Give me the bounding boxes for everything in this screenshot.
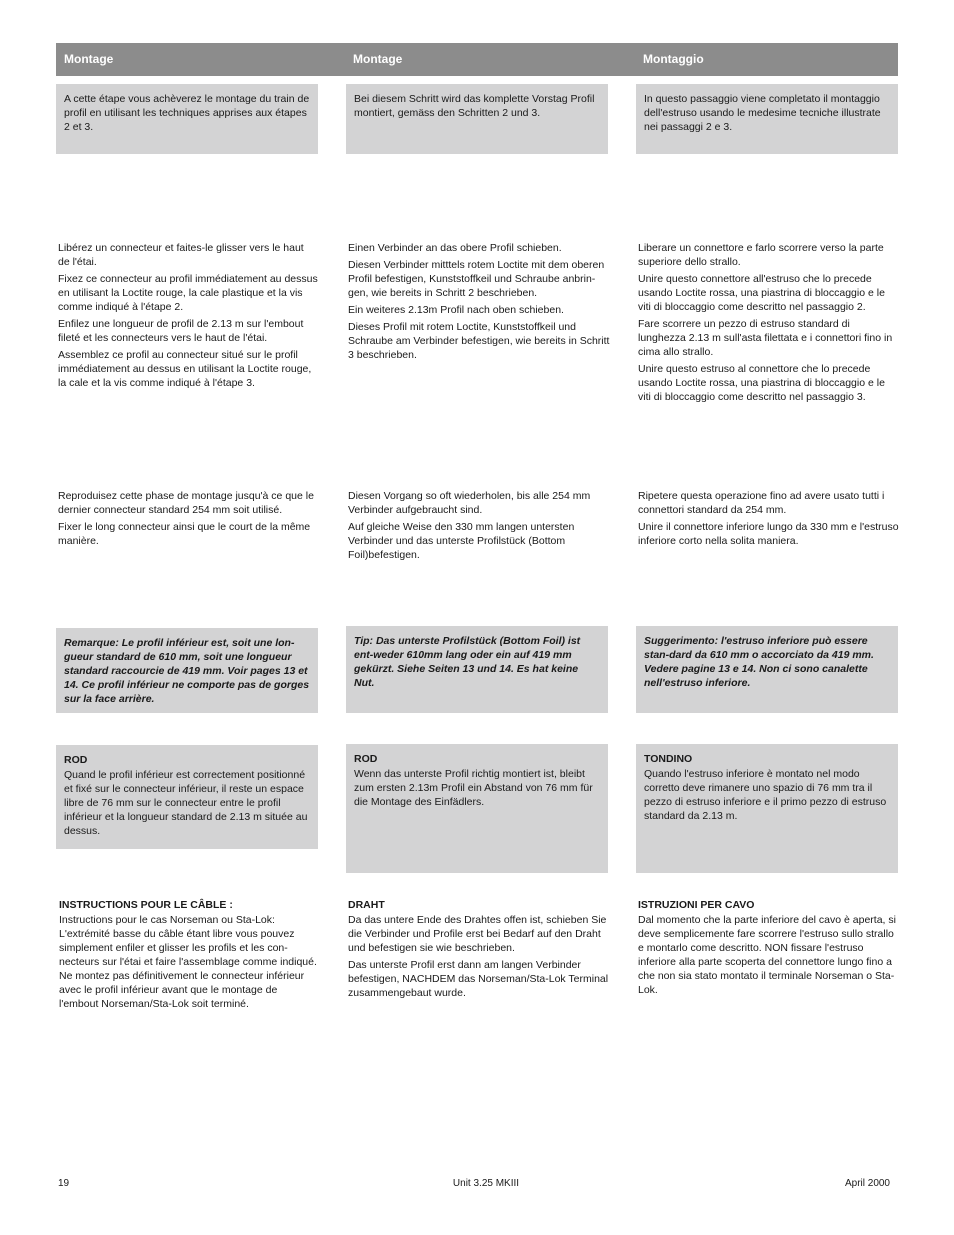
rod-text: Quando l'estruso inferiore è montato nel modo corretto deve rimanere uno spazio di 76 mm tra il pezzo di estruso inferiore e il primo pezzo di estruso standard da 2.13 m. — [644, 768, 887, 822]
cable-it — [638, 898, 900, 997]
step-para: Diesen Vorgang so oft wiederholen, bis alle 254 mm Verbinder aufgebraucht sind. — [348, 490, 591, 516]
note-text: Remarque: Le profil inférieur est, soit une lon-gueur standard de 610 mm, soit une longueur standard raccourcie de 419 mm. Voir pages 13 et 14. Ce profil inférieur ne comporte pas de gorges sur la face arrière. — [64, 637, 310, 705]
cable-para: Dal momento che la parte inferiore del cavo è aperta, si deve semplicemente fare scorrere l'estruso sullo strallo e montarlo come descritto. NON fissare l'estruso inferiore alla parte scoperta del connettore lungo fino a che non sia stato montato il terminale Norseman o Sta-Lok. — [638, 914, 896, 996]
step-para: Libérez un connecteur et faites-le glisser vers le haut de l'étai. — [58, 242, 304, 268]
step-para: Ein weiteres 2.13m Profil nach oben schieben. — [348, 304, 564, 316]
cable-title: ISTRUZIONI PER CAVO — [638, 899, 755, 911]
step-para: Fixer le long connecteur ainsi que le court de la même manière. — [58, 521, 311, 547]
steps2-it — [638, 489, 900, 548]
cable-para: Instructions pour le cas Norseman ou Sta-Lok: L'extrémité basse du câble étant libre vous pouvez simplement enfiler et glisser les profils et les con-necteurs sur l'étai et faire l'assemblage comme indiqué. Ne montez pas définitivement le connecteur inférieur avec le profil inférieur avant que le montage de l'embout Norseman/Sta-Lok soit terminé. — [59, 914, 317, 1010]
step-para: Unire questo estruso al connettore che lo precede usando Loctite rossa, una piastrina di bloccaggio e le viti di bloccaggio come descritto nel passaggio 3. — [638, 363, 885, 403]
step-para: Auf gleiche Weise den 330 mm langen untersten Verbinder und das unterste Profilstück (Bottom Foil)befestigen. — [348, 521, 575, 561]
header-title: Montage — [353, 52, 403, 66]
steps2-de — [348, 489, 610, 562]
unit-label: Unit 3.25 MKIII — [452, 1178, 520, 1189]
cable-para: Da das untere Ende des Drahtes offen ist, schieben Sie die Verbinder und Profile erst bei Bedarf auf den Draht und befestigen sie wie beschrieben. — [348, 914, 607, 954]
steps1-de — [348, 241, 610, 362]
intro-box-fr — [56, 84, 318, 154]
steps2-fr — [58, 489, 318, 548]
steps1-it — [638, 241, 900, 404]
step-para: Einen Verbinder an das obere Profil schieben. — [348, 242, 562, 254]
step-para: Fixez ce connecteur au profil immédiatement au dessus en utilisant la Loctite rouge, la cale plastique et la vis comme indiqué à l'étape 2. — [58, 273, 318, 313]
note-box-de — [346, 626, 608, 713]
step-para: Assemblez ce profil au connecteur situé sur le profil immédiatement au dessus en utilisant la Loctite rouge, la cale et la vis comme indiqué à l'étape 3. — [58, 349, 312, 389]
step-para: Liberare un connettore e farlo scorrere verso la parte superiore dello strallo. — [638, 242, 884, 268]
intro-text: Bei diesem Schritt wird das komplette Vorstag Profil montiert, gemäss den Schritten 2 und 3. — [354, 93, 595, 119]
header-bar-de — [318, 43, 608, 76]
intro-text: A cette étape vous achèverez le montage du train de profil en utilisant les techniques apprises aux étapes 2 et 3. — [64, 93, 310, 133]
header-bar-fr — [56, 43, 318, 76]
cable-para: Das unterste Profil erst dann am langen Verbinder befestigen, NACHDEM das Norseman/Sta-Lok Terminal zusammengebaut wurde. — [348, 959, 609, 999]
step-para: Dieses Profil mit rotem Loctite, Kunststoffkeil und Schraube am Verbinder befestigen, wie bereits in Schritt 3 beschrieben. — [348, 321, 610, 361]
note-text: Suggerimento: l'estruso inferiore può essere stan-dard da 610 mm o accorciato da 419 mm. Vedere pagine 13 e 14. Non ci sono canalette nell'estruso inferiore. — [644, 635, 874, 689]
rod-text: Quand le profil inférieur est correctement positionné et fixé sur le connecteur inférieur, il reste un espace libre de 76 mm sur le connecteur entre le profil inférieur et la longueur standard de 2.13 m située au dessus. — [64, 769, 308, 837]
header-title: Montaggio — [643, 52, 704, 66]
cable-fr — [59, 898, 317, 1011]
rod-title: TONDINO — [644, 753, 693, 765]
steps1-fr — [58, 241, 318, 390]
note-box-fr — [56, 628, 318, 713]
rod-title: ROD — [354, 753, 378, 765]
step-para: Diesen Verbinder mitttels rotem Loctite mit dem oberen Profil befestigen, Kunststoffkeil und Schraube anbrin-gen, wie bereits in Schritt 2 beschrieben. — [348, 259, 605, 299]
rod-box-it — [636, 744, 898, 873]
step-para: Fare scorrere un pezzo di estruso standard di lunghezza 2.13 m sull'asta filettata e i connettori fino in cima allo strallo. — [638, 318, 893, 358]
intro-box-it — [636, 84, 898, 154]
cable-de — [348, 898, 610, 1000]
rod-box-fr — [56, 745, 318, 849]
intro-text: In questo passaggio viene completato il montaggio dell'estruso usando le medesime tecniche illustrate nei passaggi 2 e 3. — [644, 93, 881, 133]
rod-text: Wenn das unterste Profil richtig montiert ist, bleibt zum ersten 2.13m Profil ein Abstand von 76 mm für die Montage des Einfädlers. — [354, 768, 593, 808]
cable-title: DRAHT — [348, 899, 385, 911]
step-para: Reproduisez cette phase de montage jusqu'à ce que le dernier connecteur standard 254 mm soit utilisé. — [58, 490, 314, 516]
step-para: Unire il connettore inferiore lungo da 330 mm e l'estruso inferiore corto nella solita maniera. — [638, 521, 899, 547]
step-para: Enfilez une longueur de profil de 2.13 m sur l'embout fileté et les connecteurs vers le haut de l'étai. — [58, 318, 304, 344]
header-title: Montage — [64, 52, 114, 66]
header-bar-it — [608, 43, 898, 76]
step-para: Unire questo connettore all'estruso che lo precede usando Loctite rossa, una piastrina di bloccaggio e le viti di bloccaggio come descritto nel passaggio 2. — [638, 273, 885, 313]
rod-title: ROD — [64, 754, 88, 766]
page-number: 19 — [58, 1178, 70, 1189]
rod-box-de — [346, 744, 608, 873]
note-text: Tip: Das unterste Profilstück (Bottom Foil) ist ent-weder 610mm lang oder ein auf 419 mm gekürzt. Siehe Seiten 13 und 14. Es hat keine Nut. — [354, 635, 581, 689]
note-box-it — [636, 626, 898, 713]
cable-title: INSTRUCTIONS POUR LE CÂBLE : — [59, 899, 233, 911]
intro-box-de — [346, 84, 608, 154]
date-label: April 2000 — [844, 1178, 890, 1189]
step-para: Ripetere questa operazione fino ad avere usato tutti i connettori standard da 254 mm. — [638, 490, 885, 516]
